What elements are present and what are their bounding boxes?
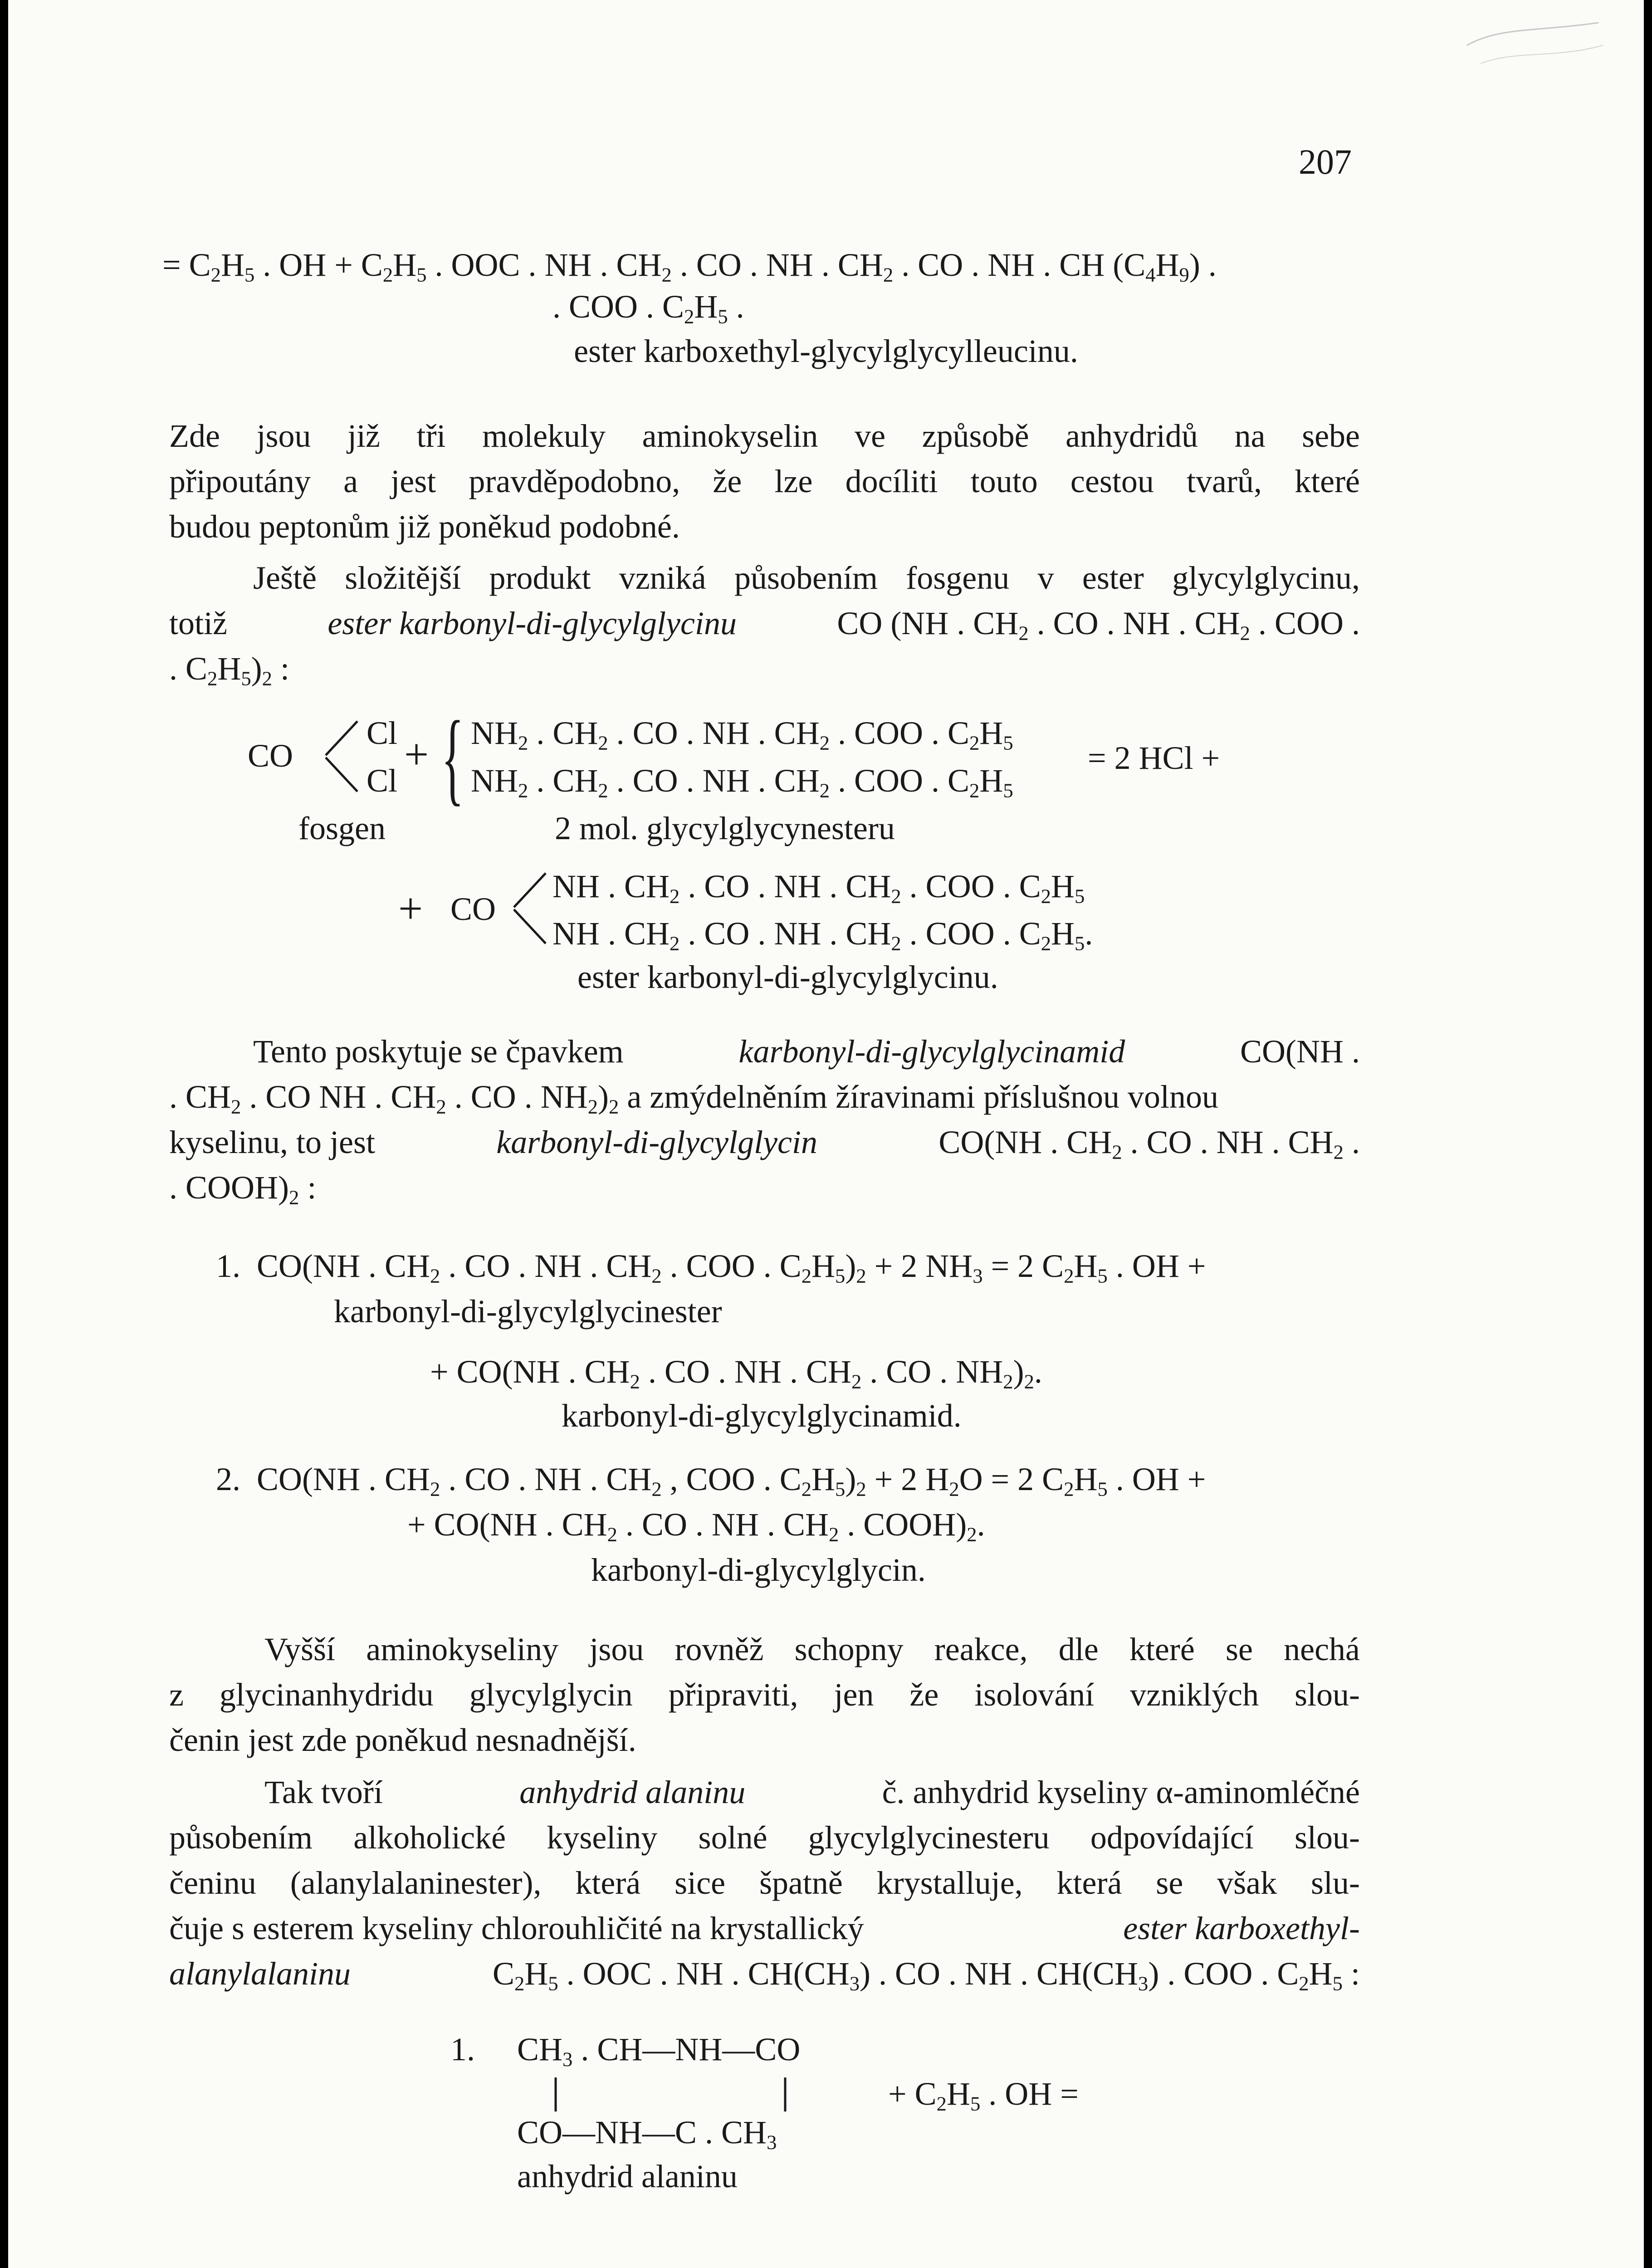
paragraph-line: Vyšší aminokyseliny jsou rovněž schopny reakce, dle které se nechá [264, 1631, 1360, 1667]
paragraph-line: připoutány a jest pravděpodobno, že lze docíliti touto cestou tvarů, které [169, 463, 1360, 499]
label-ester: 2 mol. glycylglycynesteru [555, 810, 895, 846]
compound-name: ester karboxethyl- [1123, 1910, 1360, 1946]
compound-name: ester karbonyl-di-glycylglycinu [327, 605, 737, 641]
bond-lines [509, 869, 550, 948]
equation-line: . COO . $C_2H_5$ . [552, 288, 744, 328]
paragraph-line: budou peptonům již poněkud podobné. [169, 508, 680, 545]
paragraph-line [253, 1035, 1360, 1068]
structure-rhs: + $C_2H_5$ . OH = [888, 2076, 1079, 2115]
text: kyselinu, to jest [169, 1124, 375, 1160]
paragraph-line: působením alkoholické kyseliny solné glycylglycinesteru odpovídající slou- [169, 1819, 1360, 1856]
text: totiž [169, 605, 227, 641]
chlorine: Cl [367, 715, 398, 751]
carbonyl-co: CO [248, 738, 293, 774]
product-formula: NH . $CH_2$ . CO . NH . $CH_2$ . COO . $C_2H_5$. [552, 915, 1093, 955]
paragraph-line [169, 605, 1360, 645]
label-fosgen: fosgen [298, 810, 386, 846]
structure-number: 1. [450, 2031, 475, 2068]
compound-caption: karbonyl-di-glycylglycinamid. [562, 1398, 962, 1434]
structure-top: $CH_3$ . CH—NH—CO [517, 2031, 801, 2071]
curly-brace: { [441, 699, 464, 815]
bond-lines [321, 717, 362, 796]
compound-name: alanylalaninu [169, 1955, 351, 1992]
formula: $C_2H_5$ . OOC . NH . $CH(CH_3)$ . CO . NH . $CH(CH_3)$ . COO . $C_2H_5$ : [493, 1955, 1360, 1995]
compound-name: anhydrid alaninu [519, 1774, 746, 1810]
equation-rhs: = 2 HCl + [1088, 740, 1220, 776]
compound-caption: karbonyl-di-glycylglycinester [334, 1293, 722, 1330]
formula: . $C_2H_5)_2$ : [169, 650, 289, 690]
ring-bonds [543, 2075, 816, 2116]
paragraph-line: z glycinanhydridu glycylglycin připraviti, jen že isolování vzniklých slou- [169, 1677, 1360, 1713]
compound-caption: ester karboxethyl-glycylglycylleucinu. [574, 333, 1078, 369]
compound-name: karbonyl-di-glycylglycin [496, 1124, 817, 1160]
scan-artifact [1462, 18, 1608, 73]
reaction-line: + CO(NH . $CH_2$ . CO . NH . $CH_2$ . $COOH)_2$. [407, 1506, 985, 1546]
plus-sign: + [398, 884, 423, 933]
book-page [8, 0, 1644, 2268]
equation-line: = $C_2H_5$ . OH + $C_2H_5$ . OOC . NH . $CH_2$ . CO . NH . $CH_2$ . CO . NH . CH $(C_4H_9)$ . [162, 247, 1217, 286]
reaction-line: 2. CO(NH . $CH_2$ . CO . NH . $CH_2$ , COO . $C_2H_5)_2 + 2$ $H_2O = 2$ $C_2H_5$ . OH + [216, 1461, 1206, 1501]
paragraph-line [169, 1124, 1360, 1163]
text: č. anhydrid kyseliny α-aminomléčné [882, 1774, 1360, 1810]
paragraph-line: Ještě složitější produkt vzniká působením fosgenu v ester glycylglycinu, [253, 560, 1360, 596]
carbonyl-co: CO [450, 891, 496, 927]
text: Tak tvoří [264, 1774, 383, 1810]
formula: CO (NH . $CH_2$ . CO . NH . $CH_2$ . COO . [837, 605, 1360, 645]
compound-name: karbonyl-di-glycylglycinamid [738, 1033, 1125, 1070]
reaction-line: + CO(NH . $CH_2$ . CO . NH . $CH_2$ . CO . $NH_2)_2$. [430, 1354, 1042, 1393]
formula: CO(NH . $CH_2$ . CO . NH . $CH_2$ . [938, 1124, 1360, 1163]
formula: . $COOH)_2$ : [169, 1169, 317, 1209]
paragraph-line: čenin jest zde poněkud nesnadnější. [169, 1722, 636, 1758]
paragraph-line [169, 1955, 1360, 1995]
paragraph-line: . $CH_2$ . CO NH . $CH_2$ . CO . $NH_2)_2$ a zmýdelněním žíravinami příslušnou volnou [169, 1079, 1219, 1118]
page-number: 207 [1299, 142, 1352, 181]
text: Tento poskytuje se čpavkem [253, 1033, 624, 1070]
product-formula: NH . $CH_2$ . CO . NH . $CH_2$ . COO . $C_2H_5$ [552, 868, 1085, 908]
plus-sign: + [404, 730, 429, 778]
chlorine: Cl [367, 763, 398, 799]
paragraph-line: čeninu (alanylalaninester), která sice špatně krystalluje, která se však slu- [169, 1865, 1360, 1901]
reactant-formula: $NH_2$ . $CH_2$ . CO . NH . $CH_2$ . COO . $C_2H_5$ [471, 763, 1013, 802]
structure-label: anhydrid alaninu [517, 2158, 738, 2195]
text: čuje s esterem kyseliny chlorouhličité na krystallický [169, 1910, 864, 1946]
compound-caption: ester karbonyl-di-glycylglycinu. [577, 959, 998, 995]
reactant-formula: $NH_2$ . $CH_2$ . CO . NH . $CH_2$ . COO . $C_2H_5$ [471, 715, 1013, 754]
structure-bottom: CO—NH—C . $CH_3$ [517, 2114, 777, 2154]
reaction-line: 1. CO(NH . $CH_2$ . CO . NH . $CH_2$ . COO . $C_2H_5)_2 + 2$ $NH_3 = 2$ $C_2H_5$ . OH + [216, 1248, 1206, 1287]
paragraph-line [169, 1912, 1360, 1945]
paragraph-line [264, 1776, 1360, 1809]
paragraph-line: Zde jsou již tři molekuly aminokyselin ve způsobě anhydridů na sebe [169, 418, 1360, 454]
compound-caption: karbonyl-di-glycylglycin. [591, 1552, 926, 1588]
formula: CO(NH . [1240, 1033, 1360, 1070]
